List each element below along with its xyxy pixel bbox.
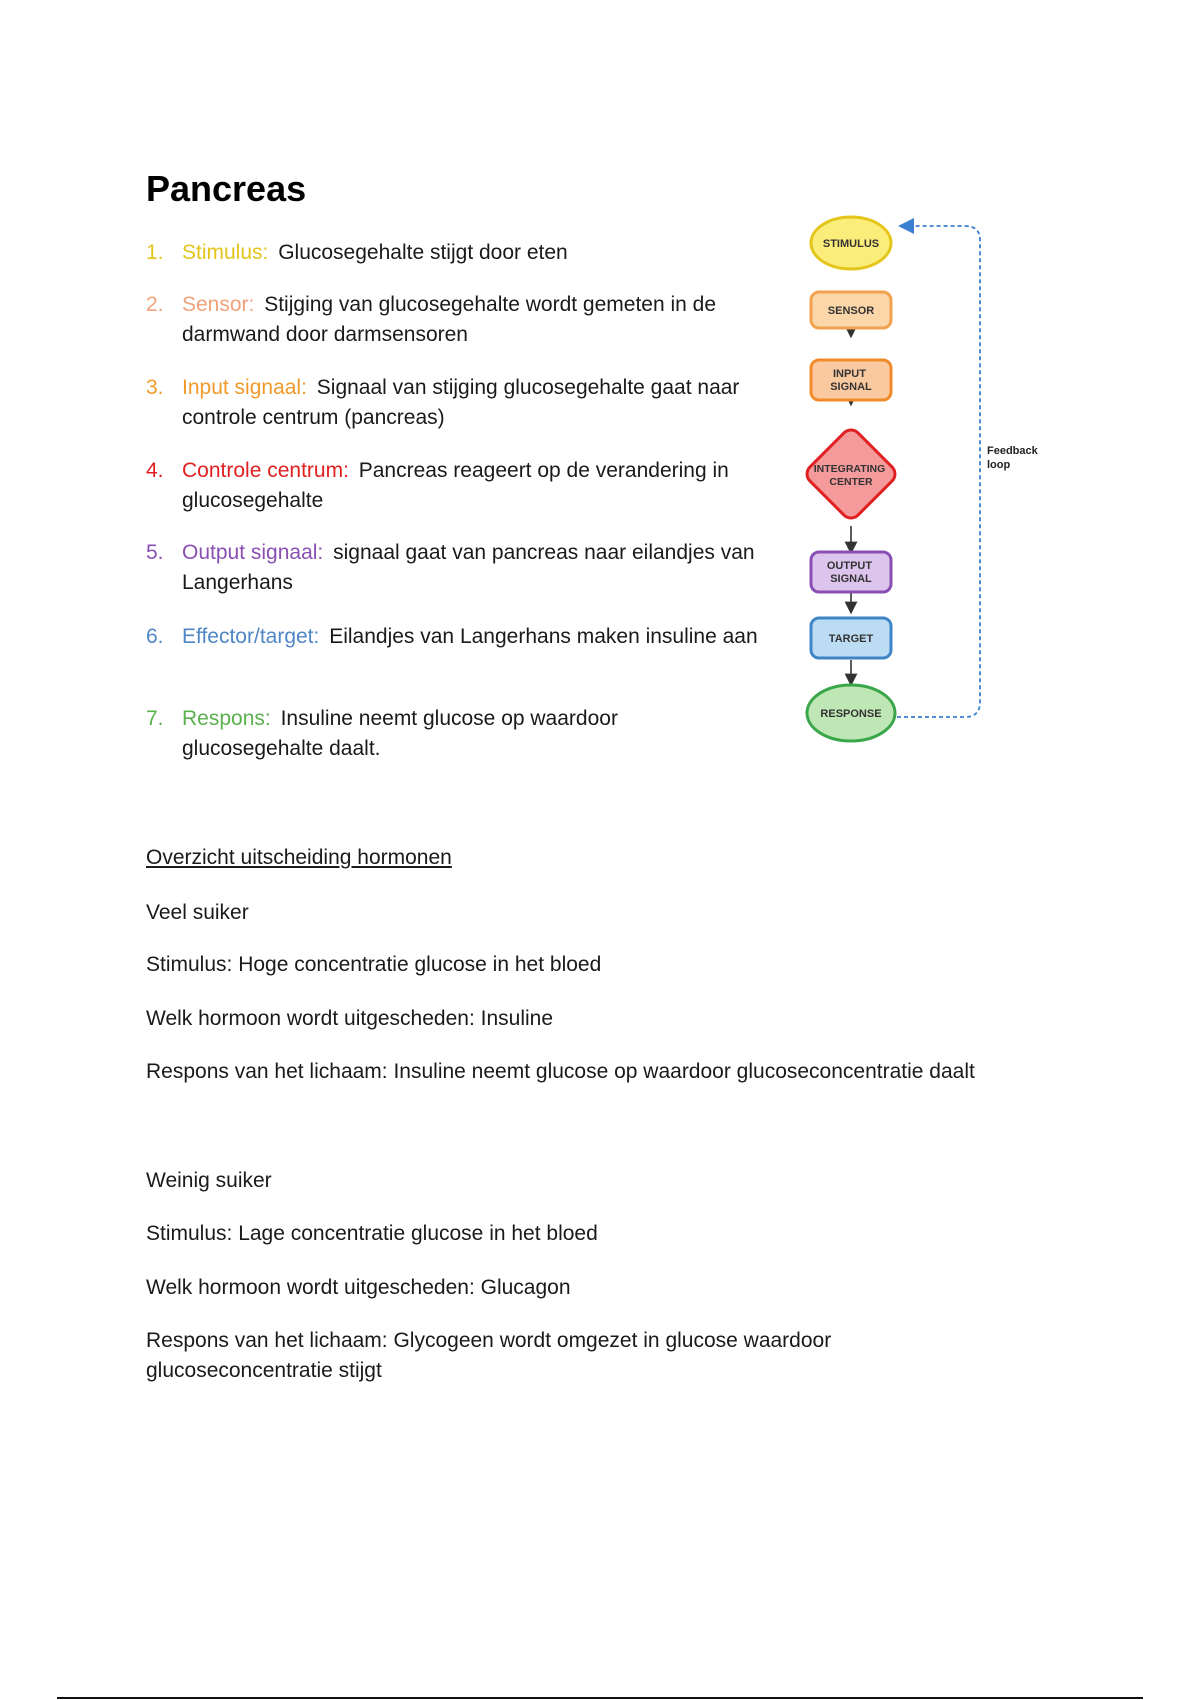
step-sensor	[146, 290, 782, 350]
step-output	[146, 538, 782, 598]
step-label: Sensor:	[182, 293, 255, 316]
step-text: Pancreas reageert op de verandering in glucosegehalte	[182, 459, 729, 512]
svg-text:SENSOR: SENSOR	[827, 305, 875, 317]
step-control	[146, 456, 802, 516]
low-sugar-response: Respons van het lichaam: Glycogeen wordt omgezet in glucose waardoor glucoseconcentratie stijgt	[146, 1329, 832, 1382]
high-sugar-title: Veel suiker	[146, 901, 249, 924]
step-text: Insuline neemt glucose op waardoor glucosegehalte daalt.	[182, 707, 618, 760]
diagram-node-integrating-center	[803, 426, 899, 522]
svg-text:INTEGRATING CENTER: INTEGRATING CENTER	[813, 463, 886, 488]
diagram-node-response	[807, 685, 895, 741]
page-title: Pancreas	[146, 168, 307, 209]
diagram-node-stimulus	[811, 217, 891, 269]
step-response	[146, 704, 702, 764]
step-label: Output signaal:	[182, 541, 324, 564]
step-number: 7.	[146, 707, 164, 730]
step-number: 6.	[146, 625, 164, 648]
step-text: Stijging van glucosegehalte wordt gemeten in de darmwand door darmsensoren	[182, 293, 717, 346]
step-text: Signaal van stijging glucosegehalte gaat naar controle centrum (pancreas)	[182, 376, 740, 429]
step-number: 1.	[146, 241, 164, 264]
svg-text:TARGET: TARGET	[828, 633, 874, 645]
step-number: 5.	[146, 541, 164, 564]
high-sugar-response: Respons van het lichaam: Insuline neemt glucose op waardoor glucoseconcentratie daalt	[146, 1060, 975, 1083]
step-text: signaal gaat van pancreas naar eilandjes van Langerhans	[182, 541, 755, 594]
feedback-loop-arrow	[897, 226, 980, 717]
step-effector	[146, 622, 782, 652]
step-label: Controle centrum:	[182, 459, 349, 482]
feedback-loop-diagram	[795, 208, 1055, 753]
low-sugar-title: Weinig suiker	[146, 1169, 272, 1192]
low-sugar-stimulus: Stimulus: Lage concentratie glucose in het bloed	[146, 1222, 598, 1245]
high-sugar-hormone: Welk hormoon wordt uitgescheden: Insuline	[146, 1007, 554, 1030]
diagram-node-sensor	[811, 292, 891, 328]
high-sugar-stimulus: Stimulus: Hoge concentratie glucose in het bloed	[146, 953, 602, 976]
low-sugar-hormone: Welk hormoon wordt uitgescheden: Glucagon	[146, 1276, 571, 1299]
footer-rule	[57, 1697, 1143, 1699]
feedback-label: Feedback loop	[987, 445, 1038, 471]
diagram-node-target	[811, 618, 891, 658]
svg-text:STIMULUS: STIMULUS	[822, 238, 880, 250]
svg-text:OUTPUT SIGNAL: OUTPUT SIGNAL	[826, 560, 873, 585]
step-text: Eilandjes van Langerhans maken insuline aan	[329, 625, 758, 648]
svg-text:RESPONSE: RESPONSE	[820, 708, 882, 720]
diagram-node-input-signal	[811, 360, 891, 400]
step-number: 3.	[146, 376, 164, 399]
step-number: 2.	[146, 293, 164, 316]
step-text: Glucosegehalte stijgt door eten	[278, 241, 568, 264]
step-label: Stimulus:	[182, 241, 269, 264]
overview-heading: Overzicht uitscheiding hormonen	[146, 846, 452, 869]
step-number: 4.	[146, 459, 164, 482]
step-input	[146, 373, 812, 433]
svg-text:INPUT SIGNAL: INPUT SIGNAL	[830, 368, 872, 393]
step-stimulus	[146, 238, 802, 268]
diagram-node-output-signal	[811, 552, 891, 592]
step-label: Effector/target:	[182, 625, 320, 648]
step-label: Respons:	[182, 707, 271, 730]
step-label: Input signaal:	[182, 376, 307, 399]
